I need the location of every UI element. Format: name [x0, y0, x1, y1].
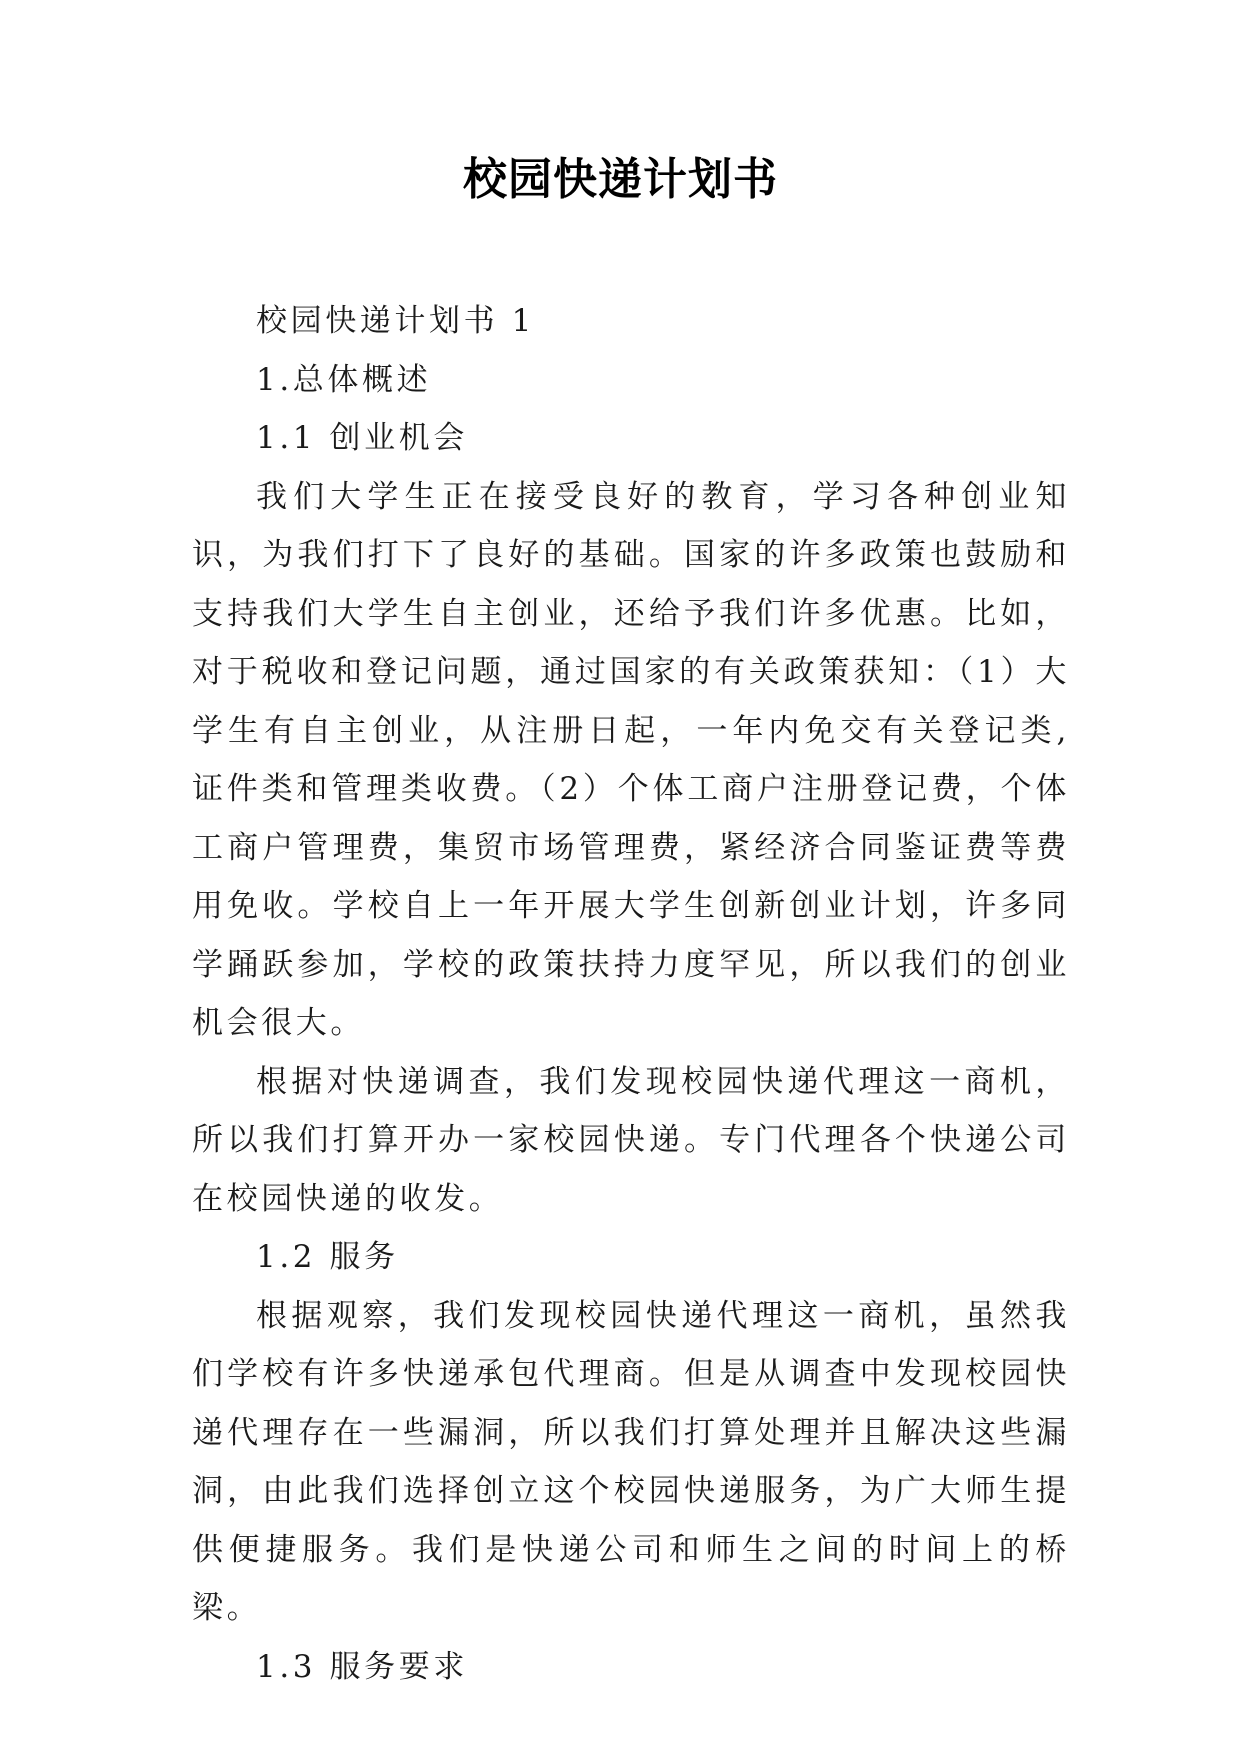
body-paragraph: 根据对快递调查，我们发现校园快递代理这一商机，所以我们打算开办一家校园快递。专门代理各个快递公司在校园快递的收发。 — [192, 1063, 1070, 1217]
body-paragraph: 我们大学生正在接受良好的教育，学习各种创业知识，为我们打下了良好的基础。国家的许多政策也鼓励和支持我们大学生自主创业，还给予我们许多优惠。比如，对于税收和登记问题，通过国家的有关政策获知：（1）大学生有自主创业，从注册日起，一年内免交有关登记类,证件类和管理类收费。（2）个体工商户注册登记费，个体工商户管理费，集贸市场管理费，紧经济合同鉴证费等费用免收。学校自上一年开展大学生创新创业计划，许多同学踊跃参加，学校的政策扶持力度罕见，所以我们的创业机会很大。 — [192, 478, 1070, 1041]
document-title: 校园快递计划书 — [463, 154, 778, 205]
section-heading: 1.总体概述 — [256, 361, 432, 398]
section-heading: 1.3 服务要求 — [256, 1648, 468, 1685]
section-heading: 1.2 服务 — [256, 1239, 399, 1275]
body-paragraph: 根据观察，我们发现校园快递代理这一商机，虽然我们学校有许多快递承包代理商。但是从调查中发现校园快递代理存在一些漏洞，所以我们打算处理并且解决这些漏洞，由此我们选择创立这个校园快递服务，为广大师生提供便捷服务。我们是快递公司和师生之间的时间上的桥梁。 — [192, 1297, 1070, 1626]
section-heading: 校园快递计划书 1 — [256, 303, 535, 339]
section-heading: 1.1 创业机会 — [256, 420, 468, 456]
document-body — [192, 292, 1070, 1696]
